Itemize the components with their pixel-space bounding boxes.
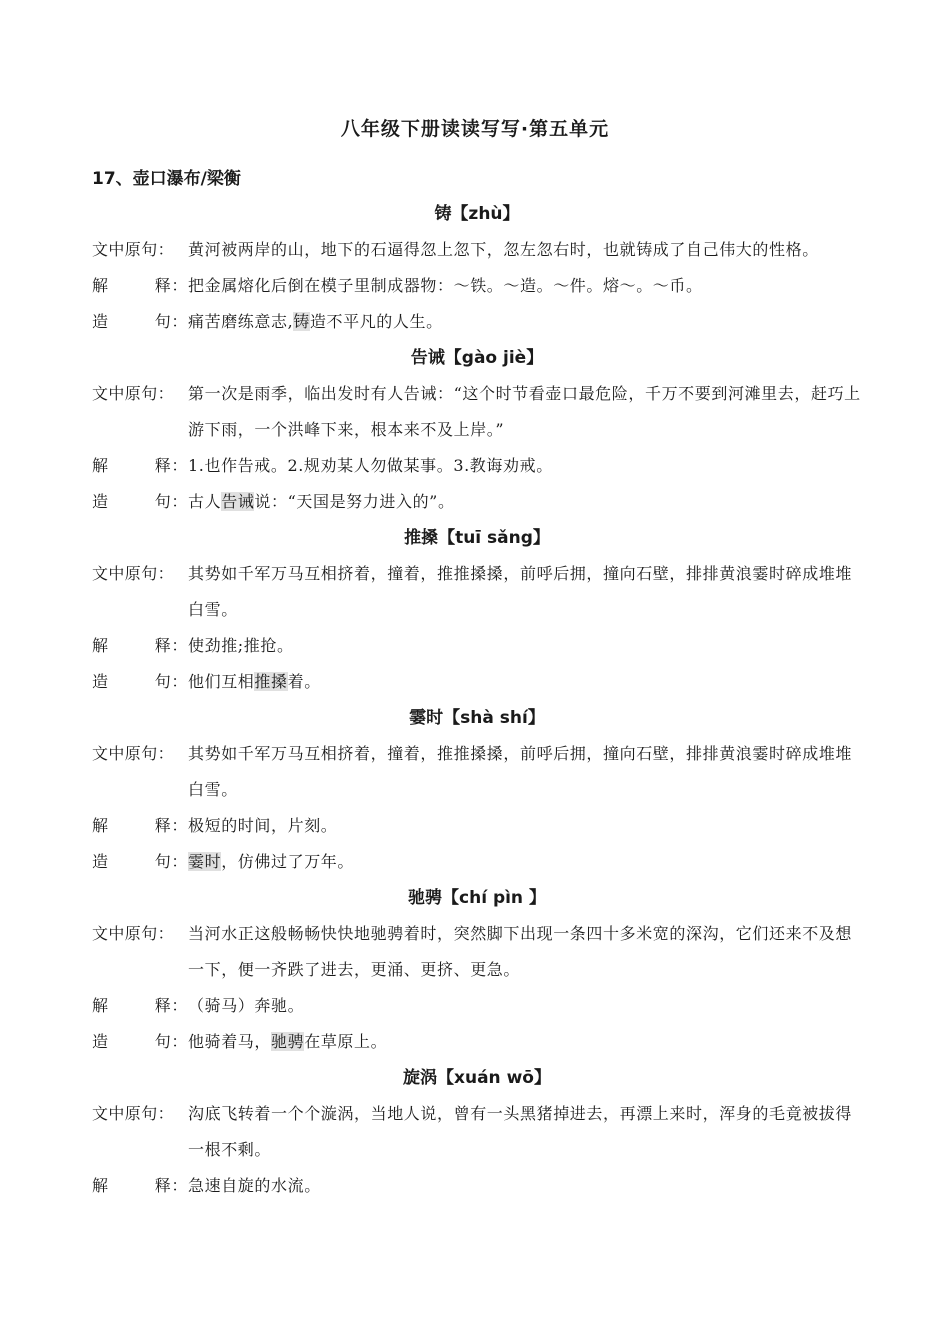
highlighted-word: 推搡: [254, 672, 288, 691]
sentence-text: 他骑着马，驰骋在草原上。: [188, 1032, 388, 1051]
vocab-entry: [92, 520, 862, 700]
explain-row: [92, 448, 862, 484]
highlighted-word: 驰骋: [271, 1032, 305, 1051]
explain-label: 解 释：: [92, 996, 188, 1015]
sentence-text: 他们互相推搡着。: [188, 672, 321, 691]
vocab-word: 告诫【gào jiè】: [410, 348, 544, 368]
vocab-word: 铸【zhù】: [434, 204, 520, 224]
explain-label: 解 释：: [92, 456, 188, 475]
sentence-label: 造 句：: [92, 672, 188, 691]
sentence-row: [92, 664, 862, 700]
source-text: 当河水正这般畅畅快快地驰骋着时，突然脚下出现一条四十多米宽的深沟，它们还来不及想一下，便一齐跌了进去，更涌、更挤、更急。: [188, 924, 853, 979]
highlighted-word: 告诫: [221, 492, 255, 511]
source-text: 其势如千军万马互相挤着，撞着，推推搡搡，前呼后拥，撞向石壁，排排黄浪霎时碎成堆堆白雪。: [188, 564, 853, 619]
vocab-word: 旋涡【xuán wō】: [403, 1068, 551, 1088]
vocab-word: 推搡【tuī sǎng】: [404, 528, 550, 548]
explain-text: 使劲推;推抢。: [188, 636, 294, 655]
sentence-label: 造 句：: [92, 492, 188, 511]
vocab-word: 霎时【shà shí】: [409, 708, 545, 728]
source-text: 沟底飞转着一个个漩涡，当地人说，曾有一头黑猪掉进去，再漂上来时，浑身的毛竟被拔得一根不剩。: [188, 1104, 853, 1159]
explain-text: 急速自旋的水流。: [188, 1176, 321, 1195]
vocab-word: 驰骋【chí pìn 】: [408, 888, 546, 908]
sentence-row: [92, 484, 862, 520]
sentence-text: 古人告诫说：“天国是努力进入的”。: [188, 492, 455, 511]
explain-text: 极短的时间，片刻。: [188, 816, 338, 835]
source-text: 其势如千军万马互相挤着，撞着，推推搡搡，前呼后拥，撞向石壁，排排黄浪霎时碎成堆堆白雪。: [188, 744, 853, 799]
sentence-label: 造 句：: [92, 1032, 188, 1051]
explain-row: [92, 1168, 862, 1204]
source-label: 文中原句：: [92, 1104, 175, 1123]
highlighted-word: 铸: [293, 312, 310, 331]
sentence-label: 造 句：: [92, 852, 188, 871]
source-row: [92, 556, 862, 628]
source-label: 文中原句：: [92, 240, 175, 259]
source-row: [92, 376, 862, 448]
source-row: [92, 232, 862, 268]
page-title: 八年级下册读读写写·第五单元: [340, 118, 610, 140]
vocab-entry: [92, 1060, 862, 1204]
source-label: 文中原句：: [92, 924, 175, 943]
vocab-entry: [92, 880, 862, 1060]
source-row: [92, 736, 862, 808]
explain-row: [92, 628, 862, 664]
sentence-label: 造 句：: [92, 312, 188, 331]
explain-row: [92, 268, 862, 304]
sentence-row: [92, 1024, 862, 1060]
explain-text: 把金属熔化后倒在模子里制成器物：～铁。～造。～件。熔～。～币。: [188, 276, 703, 295]
explain-label: 解 释：: [92, 1176, 188, 1195]
source-label: 文中原句：: [92, 384, 175, 403]
source-text: 黄河被两岸的山，地下的石逼得忽上忽下，忽左忽右时，也就铸成了自己伟大的性格。: [188, 240, 819, 259]
source-row: [92, 916, 862, 988]
source-text: 第一次是雨季，临出发时有人告诫：“这个时节看壶口最危险，千万不要到河滩里去，赶巧上游下雨，一个洪峰下来，根本来不及上岸。”: [188, 384, 861, 439]
explain-label: 解 释：: [92, 816, 188, 835]
source-label: 文中原句：: [92, 564, 175, 583]
lesson-heading: 17、壶口瀑布/梁衡: [92, 169, 241, 189]
vocab-entry: [92, 340, 862, 520]
explain-text: 1.也作告戒。2.规劝某人勿做某事。3.教诲劝戒。: [188, 456, 553, 475]
explain-row: [92, 808, 862, 844]
source-label: 文中原句：: [92, 744, 175, 763]
explain-label: 解 释：: [92, 276, 188, 295]
explain-label: 解 释：: [92, 636, 188, 655]
explain-text: （骑马）奔驰。: [188, 996, 305, 1015]
sentence-text: 霎时，仿佛过了万年。: [188, 852, 355, 871]
vocab-entry: [92, 700, 862, 880]
vocab-entry: [92, 196, 862, 340]
vocabulary-list: [92, 196, 862, 1204]
highlighted-word: 霎时: [188, 852, 222, 871]
sentence-row: [92, 304, 862, 340]
source-row: [92, 1096, 862, 1168]
explain-row: [92, 988, 862, 1024]
sentence-row: [92, 844, 862, 880]
sentence-text: 痛苦磨练意志,铸造不平凡的人生。: [188, 312, 443, 331]
